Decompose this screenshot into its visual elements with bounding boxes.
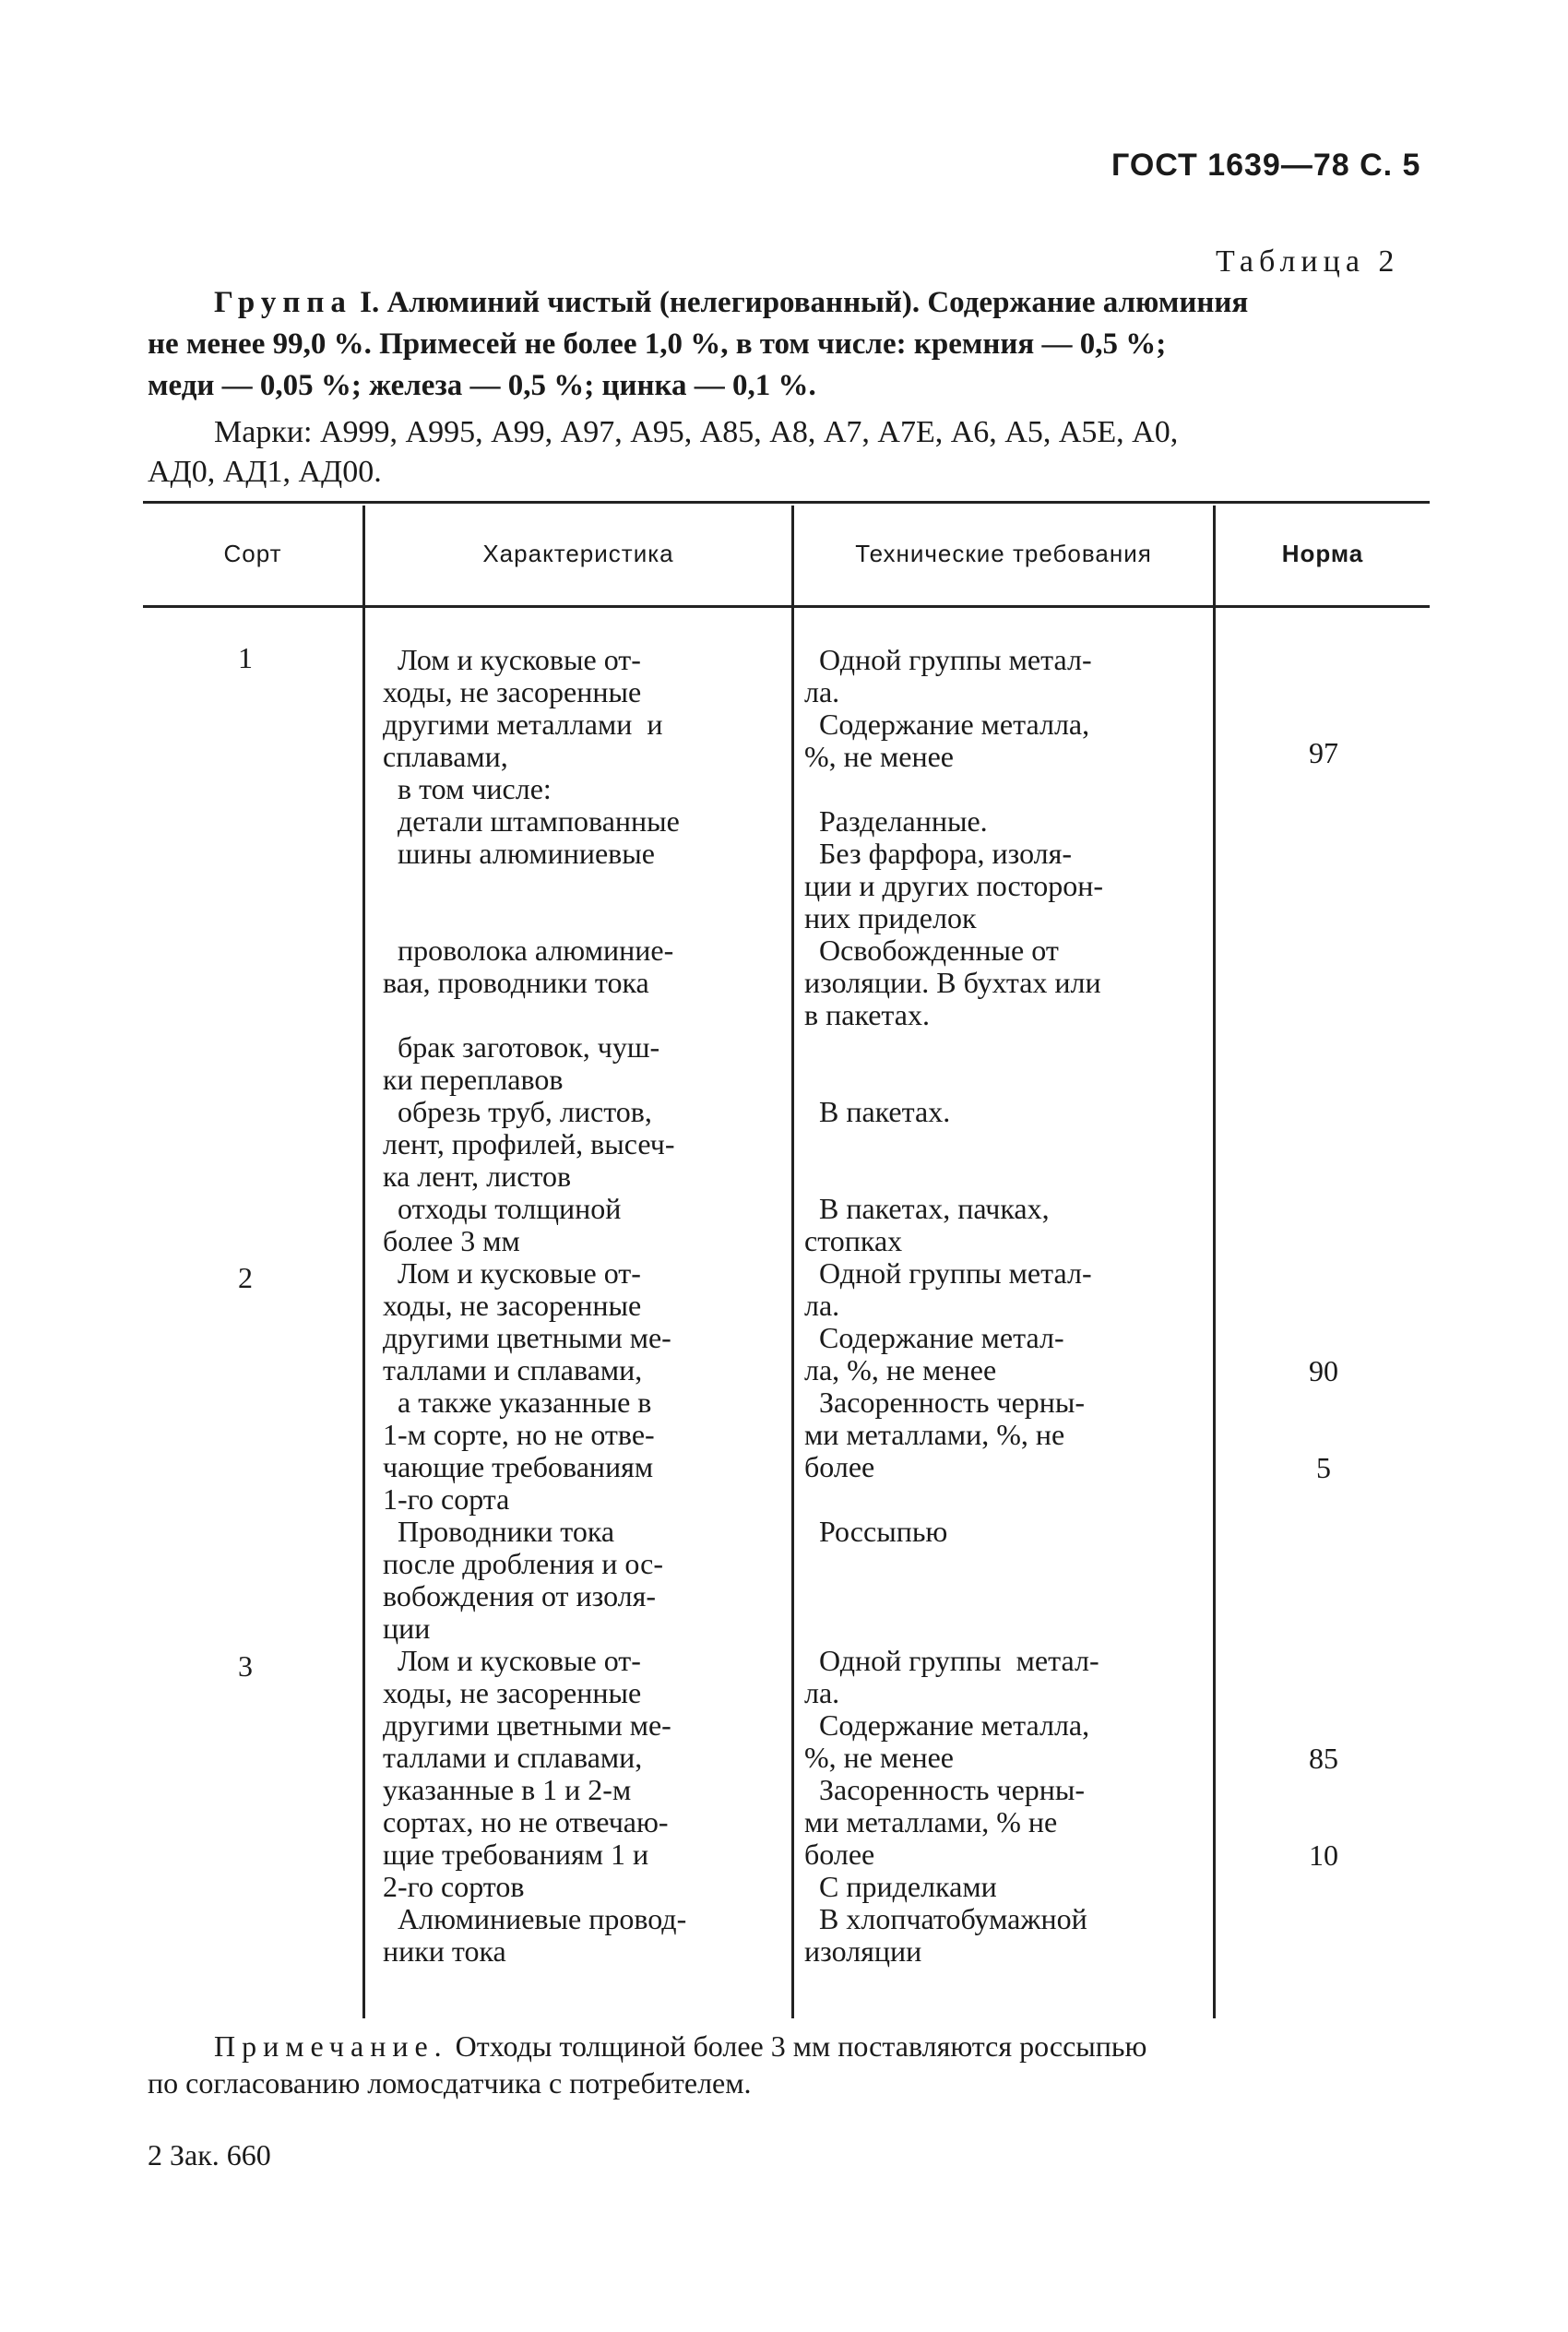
group-line-3: меди — 0,05 %; железа — 0,5 %; цинка — 0,1 %. — [148, 369, 816, 402]
header-characteristic: Характеристика — [482, 540, 674, 567]
characteristic-cell: Лом и кусковые от- ходы, не засоренные другими металлами и сплавами, в том числе: детали штампованные шины алюминиевые — [383, 643, 680, 870]
requirements-cell: Одной группы метал- ла. Содержание металла, %, не менее Засоренность черны- ми металлами, % не более С приделками В хлопчатобумажной изоляции — [804, 1644, 1099, 1968]
norm-cell: 85 — [1309, 1742, 1338, 1775]
table-top-rule — [143, 501, 1430, 504]
group-line-2: не менее 99,0 %. Примесей не более 1,0 %, в том числе: кремния — 0,5 %; — [148, 327, 1167, 361]
sort-cell: 1 — [238, 641, 253, 674]
note-line-2: по согласованию ломосдатчика с потребителем. — [148, 2066, 752, 2100]
footer-order: 2 Зак. 660 — [148, 2138, 271, 2171]
column-divider-3 — [1213, 506, 1216, 2018]
norm-cell: 5 — [1316, 1451, 1331, 1484]
note-text: Отходы толщиной более 3 мм поставляются россыпью — [447, 2029, 1147, 2063]
characteristic-cell: Лом и кусковые от- ходы, не засоренные другими цветными ме- таллами и сплавами, указанные в 1 и 2-м сортах, но не отвечаю- щие требованиям 1 и 2-го сортов Алюминиевые провод- ники тока — [383, 1644, 687, 1968]
group-line-1 — [214, 286, 1248, 320]
table-header-rule — [143, 605, 1430, 608]
requirements-cell: Россыпью — [804, 1515, 948, 1548]
requirements-cell: В пакетах. — [804, 1095, 951, 1128]
running-head: ГОСТ 1639—78 С. 5 — [1111, 148, 1421, 183]
characteristic-cell: проволока алюминие- вая, проводники тока — [383, 934, 674, 999]
characteristic-cell: Лом и кусковые от- ходы, не засоренные другими цветными ме- таллами и сплавами, а также указанные в 1-м сорте, но не отве- чающие требованиям 1-го сорта Проводники тока после дробления и ос- вобождения от изоля- ции — [383, 1256, 671, 1645]
requirements-cell: Разделанные. Без фарфора, изоля- ции и других посторон- них приделок Освобожденные от изоляции. В бухтах или в пакетах. — [804, 804, 1104, 1031]
note-line-1 — [214, 2029, 1146, 2064]
marks-line-1: Марки: А999, А995, А99, А97, А95, А85, А8, А7, А7Е, А6, А5, А5Е, А0, — [214, 415, 1179, 449]
group-title: I. Алюминий чистый (нелегированный). Содержание алюминия — [360, 286, 1249, 319]
column-divider-2 — [791, 506, 794, 2018]
characteristic-cell: брак заготовок, чуш- ки переплавов обрезь труб, листов, лент, профилей, высеч- ка лент, листов отходы толщиной более 3 мм — [383, 1030, 675, 1257]
group-label: Группа — [214, 286, 352, 319]
requirements-cell: В пакетах, пачках, стопках Одной группы метал- ла. Содержание метал- ла, %, не менее Засоренность черны- ми металлами, %, не более — [804, 1192, 1092, 1483]
header-sort: Сорт — [223, 540, 282, 567]
sort-cell: 2 — [238, 1261, 253, 1294]
header-norm: Норма — [1281, 540, 1364, 567]
sort-cell: 3 — [238, 1649, 253, 1683]
norm-cell: 90 — [1309, 1354, 1338, 1387]
column-divider-1 — [362, 506, 365, 2018]
marks-line-2: АД0, АД1, АД00. — [148, 455, 382, 489]
note-label: Примечание. — [214, 2029, 448, 2063]
requirements-cell: Одной группы метал- ла. Содержание металла, %, не менее — [804, 643, 1092, 773]
table-caption: Таблица 2 — [1216, 244, 1400, 279]
norm-cell: 97 — [1309, 736, 1338, 769]
norm-cell: 10 — [1309, 1838, 1338, 1872]
header-requirements: Технические требования — [855, 540, 1152, 567]
